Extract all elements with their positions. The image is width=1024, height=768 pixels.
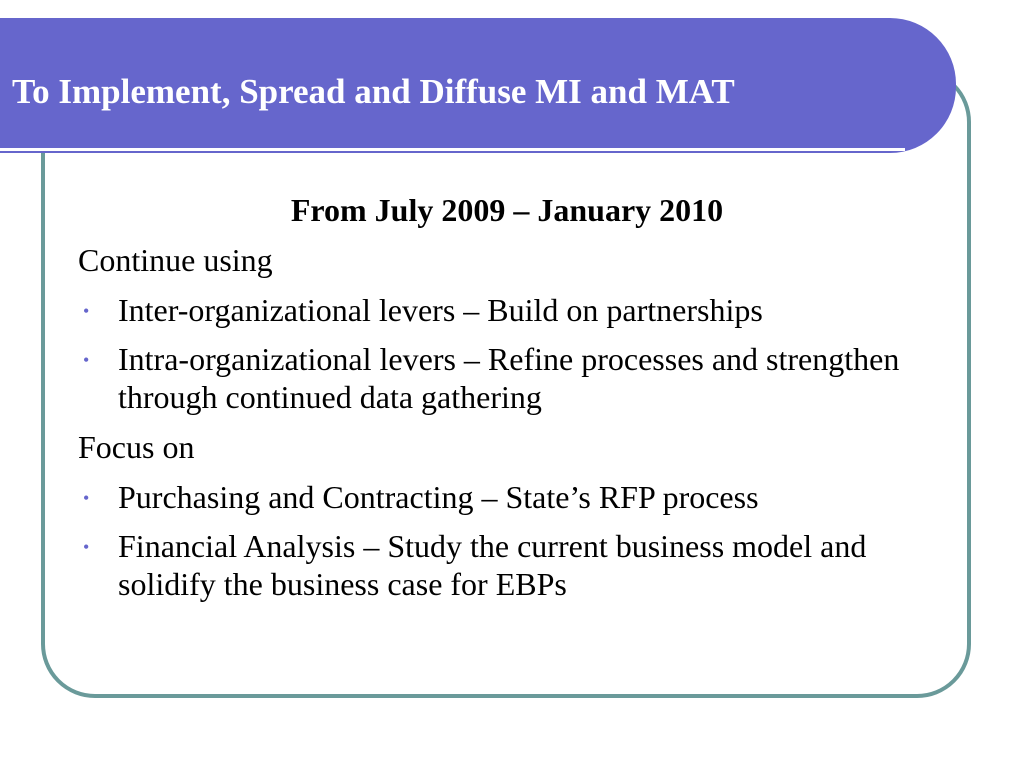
date-range-heading: From July 2009 – January 2010 [290, 192, 724, 228]
section-label-continue: Continue using [78, 241, 273, 278]
bullet-item [78, 528, 948, 604]
bullet-icon: • [83, 537, 90, 558]
bullet-text: Financial Analysis – Study the current business model and solidify the business case for EBPs [118, 528, 867, 602]
bullet-item [78, 341, 948, 417]
title-underline [0, 148, 905, 151]
bullet-icon: • [83, 350, 90, 371]
bullet-text: Purchasing and Contracting – State’s RFP process [118, 478, 759, 515]
bullet-text: Intra-organizational levers – Refine processes and strengthen through continued data gathering [118, 341, 900, 415]
bullet-item [78, 479, 948, 517]
section-label-focus: Focus on [78, 428, 195, 465]
bullet-icon: • [83, 487, 90, 508]
title-bar [0, 18, 956, 153]
bullet-item [78, 292, 948, 330]
bullet-icon: • [83, 300, 90, 321]
bullet-text: Inter-organizational levers – Build on partnerships [118, 291, 763, 328]
slide-body [78, 192, 948, 616]
slide-title: To Implement, Spread and Diffuse MI and MAT [12, 72, 735, 111]
